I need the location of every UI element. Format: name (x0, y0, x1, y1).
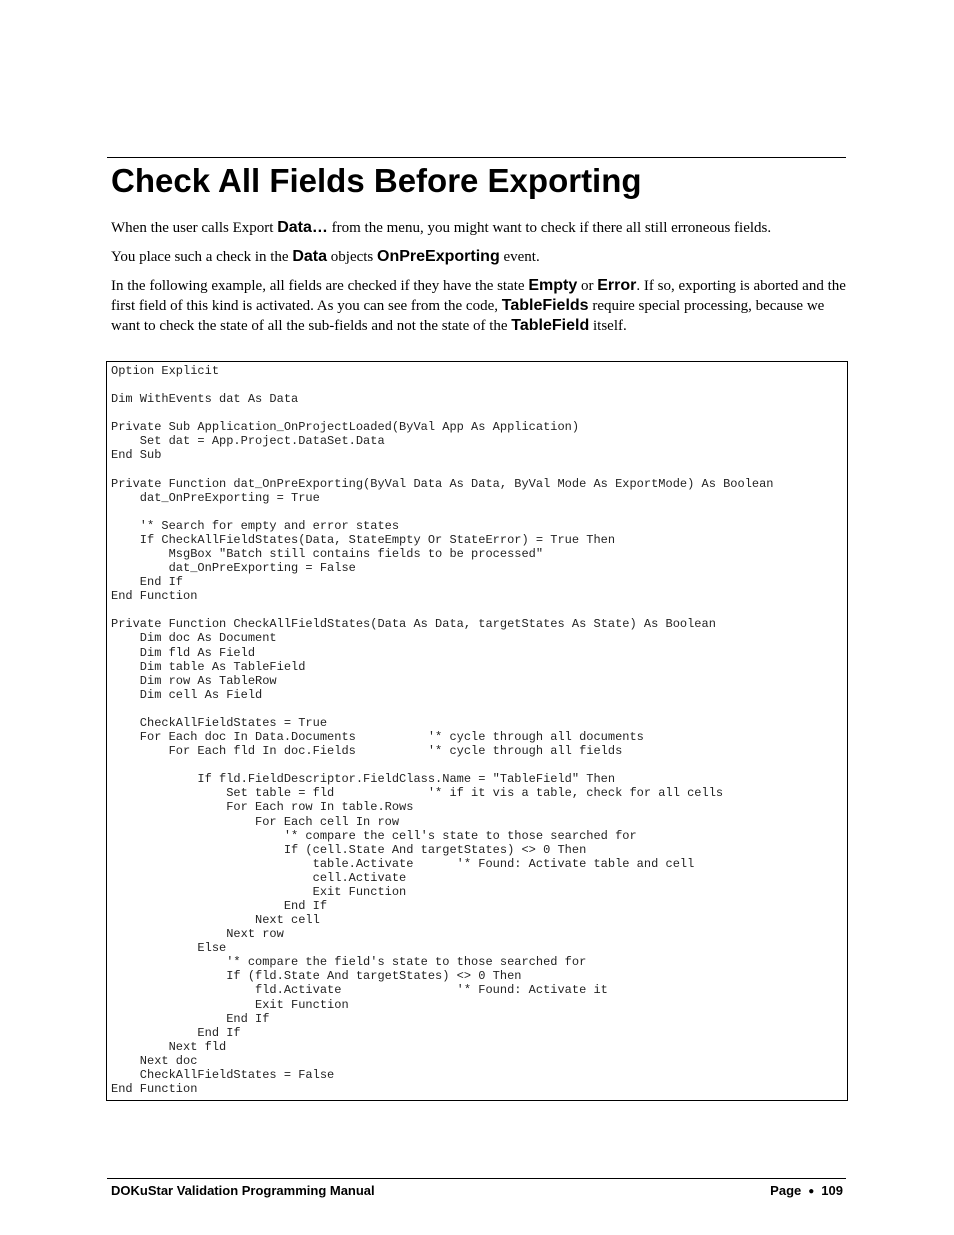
event-paragraph (111, 247, 846, 267)
paragraph-text: objects (327, 249, 378, 265)
paragraph-text: require special processing, because we want to check the state of all the sub-fields and not the state of the (111, 298, 825, 334)
footer-rule (107, 1178, 846, 1179)
code-listing: Option Explicit Dim WithEvents dat As Data Private Sub Application_OnProjectLoaded(ByVal App As Application) Set dat = App.Project.DataSet.Data End Sub Private Function dat_OnPreExporting(ByVal Data As Data, ByVal Mode As ExportMode) As Boolean dat_OnPreExporting = True '* Search for empty and error states If CheckAllFieldStates(Data, StateEmpty Or StateError) = True Then MsgBox "Batch still contains fields to be processed" dat_OnPreExporting = False End If End Function Private Function CheckAllFieldStates(Data As Data, targetStates As State) As Boolean Dim doc As Document Dim fld As Field Dim table As TableField Dim row As TableRow Dim cell As Field CheckAllFieldStates = True For Each doc In Data.Documents '* cycle through all documents For Each fld In doc.Fields '* cycle through all fields If fld.FieldDescriptor.FieldClass.Name = "TableField" Then Set table = fld '* if it vis a table, check for all cells For Each row In table.Rows For Each cell In row '* compare the cell's state to those searched for If (cell.State And targetStates) <> 0 Then table.Activate '* Found: Activate table and cell cell.Activate Exit Function End If Next cell Next row Else '* compare the field's state to those searched for If (fld.State And targetStates) <> 0 Then fld.Activate '* Found: Activate it Exit Function End If End If Next fld Next doc CheckAllFieldStates = False End Function (111, 364, 774, 1096)
footer-page-info (770, 1182, 843, 1200)
example-paragraph (111, 276, 846, 336)
term-tablefield: TableField (511, 317, 590, 334)
paragraph-text: from the menu, you might want to check if there all still erroneous fields. (327, 220, 772, 236)
term-onpreexporting: OnPreExporting (377, 248, 500, 265)
paragraph-text: When the user calls Export (111, 220, 278, 236)
term-error: Error (597, 277, 637, 294)
code-listing-box (106, 361, 848, 1101)
term-empty: Empty (528, 277, 578, 294)
paragraph-text: event. (499, 249, 540, 265)
term-tablefields: TableFields (501, 297, 589, 314)
footer-page-label: Page (770, 1183, 802, 1198)
intro-paragraph (111, 218, 846, 238)
term-data-menu: Data… (277, 219, 328, 236)
paragraph-text: You place such a check in the (111, 249, 293, 265)
header-rule (107, 157, 846, 158)
page-title: Check All Fields Before Exporting (111, 162, 642, 199)
paragraph-text: itself. (589, 318, 627, 334)
term-data-object: Data (292, 248, 328, 265)
footer-manual-title: DOKuStar Validation Programming Manual (111, 1183, 375, 1198)
paragraph-text: or (577, 278, 598, 294)
paragraph-text: In the following example, all fields are checked if they have the state (111, 278, 529, 294)
footer-page-number: 109 (821, 1183, 843, 1198)
paragraph-text: . If so, exporting is aborted and the first field of this kind is activated. As you can see from the code, (111, 278, 846, 314)
bullet-icon: ● (808, 1186, 815, 1197)
